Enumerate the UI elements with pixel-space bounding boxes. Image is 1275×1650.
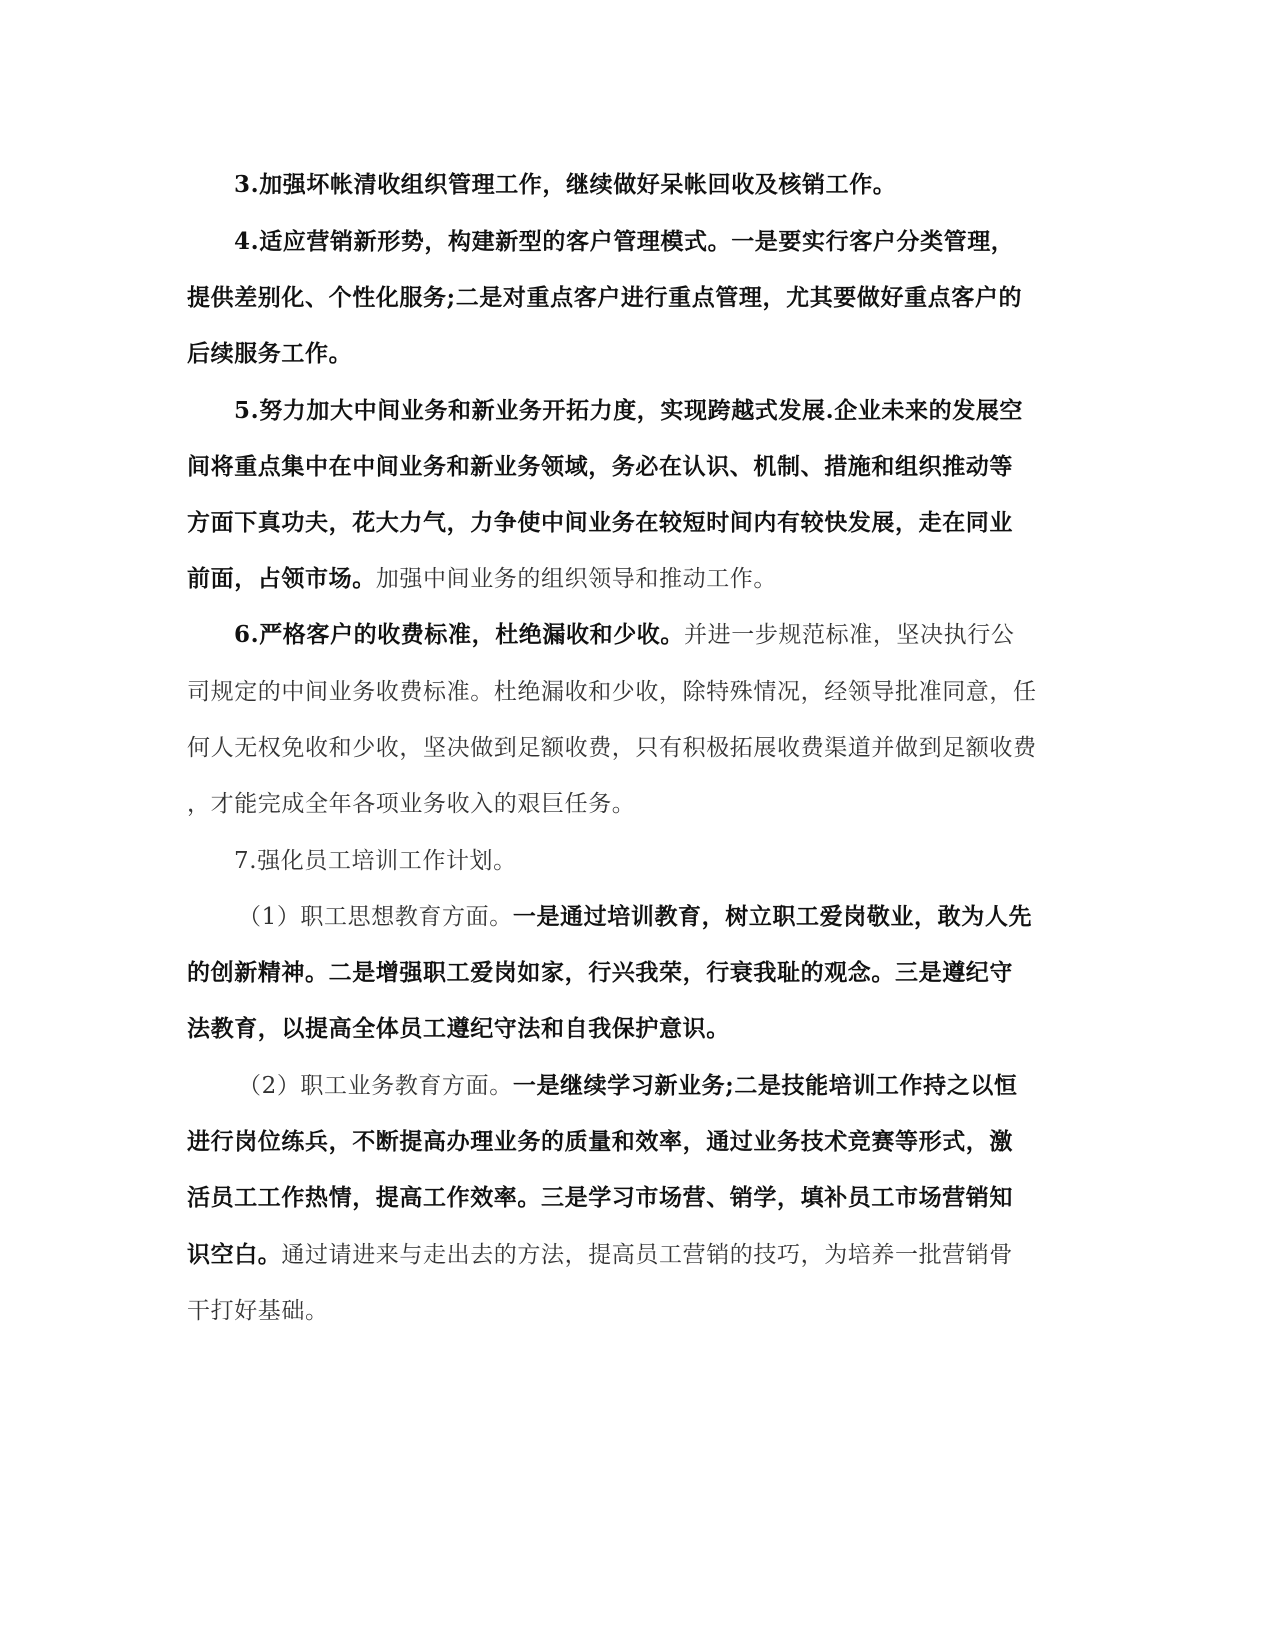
sub-2-line-4 — [187, 1240, 1013, 1270]
item-6-line-1-bold: 6.严格客户的收费标准，杜绝漏收和少收。 — [234, 621, 685, 648]
sub-2-line-4-bold: 识空白。 — [187, 1241, 282, 1268]
item-5-line-3: 方面下真功夫，花大力气，力争使中间业务在较短时间内有较快发展，走在同业 — [187, 509, 1013, 536]
sub-1-line-2: 的创新精神。二是增强职工爱岗如家，行兴我荣，行衰我耻的观念。三是遵纪守 — [187, 959, 1013, 986]
sub-1-line-1-bold: 一是通过培训教育，树立职工爱岗敬业，敢为人先 — [512, 903, 1033, 930]
item-6-line-2: 司规定的中间业务收费标准。杜绝漏收和少收，除特殊情况，经领导批准同意，任 — [187, 679, 1037, 705]
sub-2-line-2: 进行岗位练兵，不断提高办理业务的质量和效率，通过业务技术竞赛等形式，激 — [187, 1128, 1013, 1155]
item-4-line-2: 提供差别化、个性化服务;二是对重点客户进行重点管理，尤其要做好重点客户的 — [187, 284, 1023, 311]
item-6-line-1 — [234, 620, 1014, 650]
sub-1-line-1 — [238, 902, 1032, 932]
item-3-line-1: 3.加强坏帐清收组织管理工作，继续做好呆帐回收及核销工作。 — [234, 171, 897, 198]
sub-1-line-1-normal: （1）职工思想教育方面。 — [238, 904, 513, 930]
item-6-line-4: ，才能完成全年各项业务收入的艰巨任务。 — [187, 791, 636, 817]
sub-2-line-5: 干打好基础。 — [187, 1298, 329, 1324]
sub-1-line-3: 法教育，以提高全体员工遵纪守法和自我保护意识。 — [187, 1015, 730, 1042]
item-6-line-1-normal: 并进一步规范标准，坚决执行公 — [684, 622, 1015, 648]
sub-2-line-1-normal: （2）职工业务教育方面。 — [238, 1073, 513, 1099]
item-4-line-3: 后续服务工作。 — [187, 340, 353, 367]
item-4-line-1: 4.适应营销新形势，构建新型的客户管理模式。一是要实行客户分类管理， — [234, 228, 1015, 255]
item-5-line-4-normal: 加强中间业务的组织领导和推动工作。 — [375, 566, 778, 592]
item-6-line-3: 何人无权免收和少收，坚决做到足额收费，只有积极拓展收费渠道并做到足额收费 — [187, 735, 1037, 761]
sub-2-line-3: 活员工工作热情，提高工作效率。三是学习市场营、销学，填补员工市场营销知 — [187, 1184, 1013, 1211]
sub-2-line-1-bold: 一是继续学习新业务;二是技能培训工作持之以恒 — [512, 1072, 1018, 1099]
item-5-line-4 — [187, 564, 777, 594]
item-5-line-1: 5.努力加大中间业务和新业务开拓力度，实现跨越式发展.企业未来的发展空 — [234, 397, 1024, 424]
sub-2-line-4-normal: 通过请进来与走出去的方法，提高员工营销的技巧，为培养一批营销骨 — [281, 1242, 1014, 1268]
item-5-line-2: 间将重点集中在中间业务和新业务领域，务必在认识、机制、措施和组织推动等 — [187, 453, 1013, 480]
sub-2-line-1 — [238, 1071, 1018, 1101]
item-7-heading: 7.强化员工培训工作计划。 — [234, 848, 517, 874]
item-5-line-4-bold: 前面，占领市场。 — [187, 565, 376, 592]
